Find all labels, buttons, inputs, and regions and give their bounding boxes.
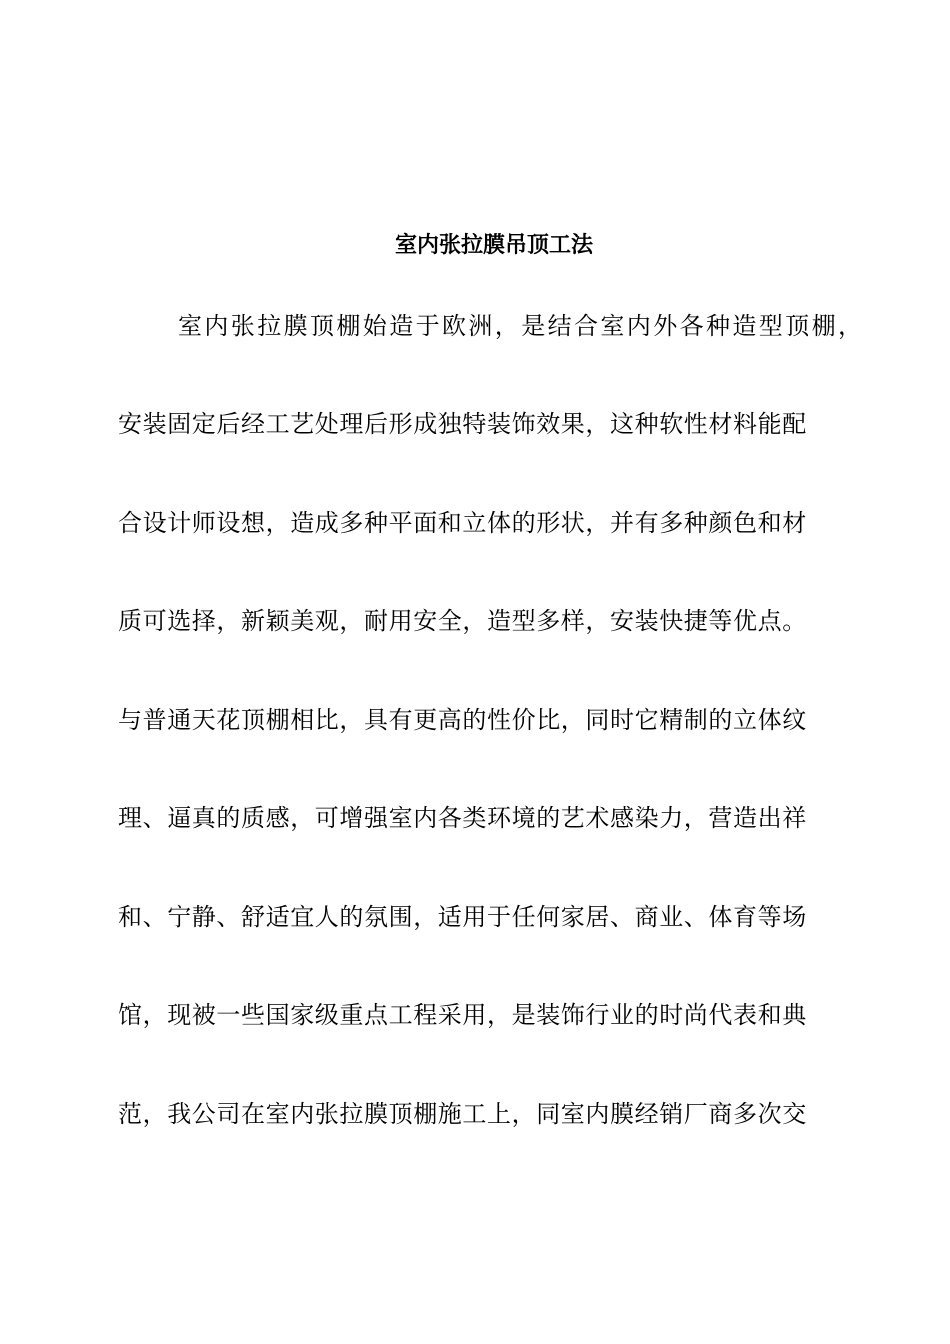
paragraph-line: 质可选择，新颖美观，耐用安全，造型多样，安装快捷等优点。	[118, 607, 807, 635]
paragraph-line: 理、逼真的质感，可增强室内各类环境的艺术感染力，营造出祥	[118, 804, 807, 832]
paragraph-line: 馆，现被一些国家级重点工程采用，是装饰行业的时尚代表和典	[118, 1001, 807, 1029]
paragraph-line: 安装固定后经工艺处理后形成独特装饰效果，这种软性材料能配	[118, 410, 807, 438]
paragraph-line: 室内张拉膜顶棚始造于欧洲，是结合室内外各种造型顶棚，	[178, 312, 865, 340]
paragraph-line: 范，我公司在室内张拉膜顶棚施工上，同室内膜经销厂商多次交	[118, 1100, 807, 1128]
paragraph-line: 和、宁静、舒适宜人的氛围，适用于任何家居、商业、体育等场	[118, 903, 807, 931]
document-title: 室内张拉膜吊顶工法	[394, 233, 593, 258]
paragraph-line: 合设计师设想，造成多种平面和立体的形状，并有多种颜色和材	[118, 509, 807, 537]
paragraph-line: 与普通天花顶棚相比，具有更高的性价比，同时它精制的立体纹	[118, 706, 807, 734]
